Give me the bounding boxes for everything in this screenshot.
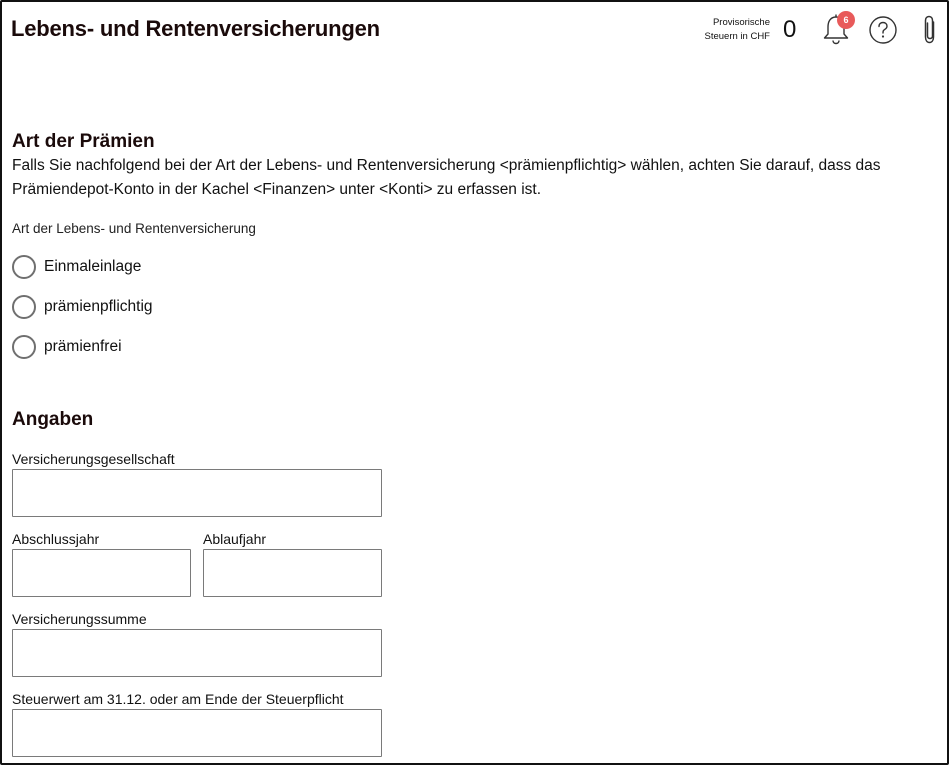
provisional-tax-label-line1: Provisorische [712,17,770,28]
tax-value-input[interactable] [12,709,382,757]
radio-einmaleinlage[interactable] [12,254,141,280]
radio-praemienpflichtig[interactable] [12,294,153,320]
provisional-tax-label [692,16,770,44]
company-input[interactable] [12,469,382,517]
company-label: Versicherungsgesellschaft [12,451,175,467]
details-section-title: Angaben [12,409,94,430]
radio-label: prämienfrei [44,338,122,355]
radio-circle[interactable] [12,255,36,279]
insurance-type-label: Art der Lebens- und Rentenversicherung [12,221,256,236]
radio-circle[interactable] [12,295,36,319]
sum-input[interactable] [12,629,382,677]
tax-value-label: Steuerwert am 31.12. oder am Ende der Steuerpflicht [12,691,344,707]
sum-label: Versicherungssumme [12,611,147,627]
radio-circle[interactable] [12,335,36,359]
provisional-tax-label-line2: Steuern in CHF [704,31,770,42]
radio-label: Einmaleinlage [44,258,142,275]
provisional-tax-value: 0 [783,16,797,43]
start-year-input[interactable] [12,549,191,597]
page-title: Lebens- und Rentenversicherungen [11,16,380,41]
end-year-input[interactable] [203,549,382,597]
start-year-label: Abschlussjahr [12,531,100,547]
end-year-label: Ablaufjahr [203,531,267,547]
help-icon[interactable] [868,15,898,45]
premium-description: Falls Sie nachfolgend bei der Art der Lebens- und Rentenversicherung <prämienpflichtig> wählen, achten Sie darauf, dass das Prämiendepot-Konto in der Kachel <Finanzen> unter <Konti> zu erfassen ist. [12,157,881,198]
premium-section-title: Art der Prämien [12,131,155,152]
radio-praemienfrei[interactable] [12,334,122,360]
notification-badge: 6 [837,11,855,29]
attachment-icon[interactable] [917,13,943,47]
radio-label: prämienpflichtig [44,298,153,315]
